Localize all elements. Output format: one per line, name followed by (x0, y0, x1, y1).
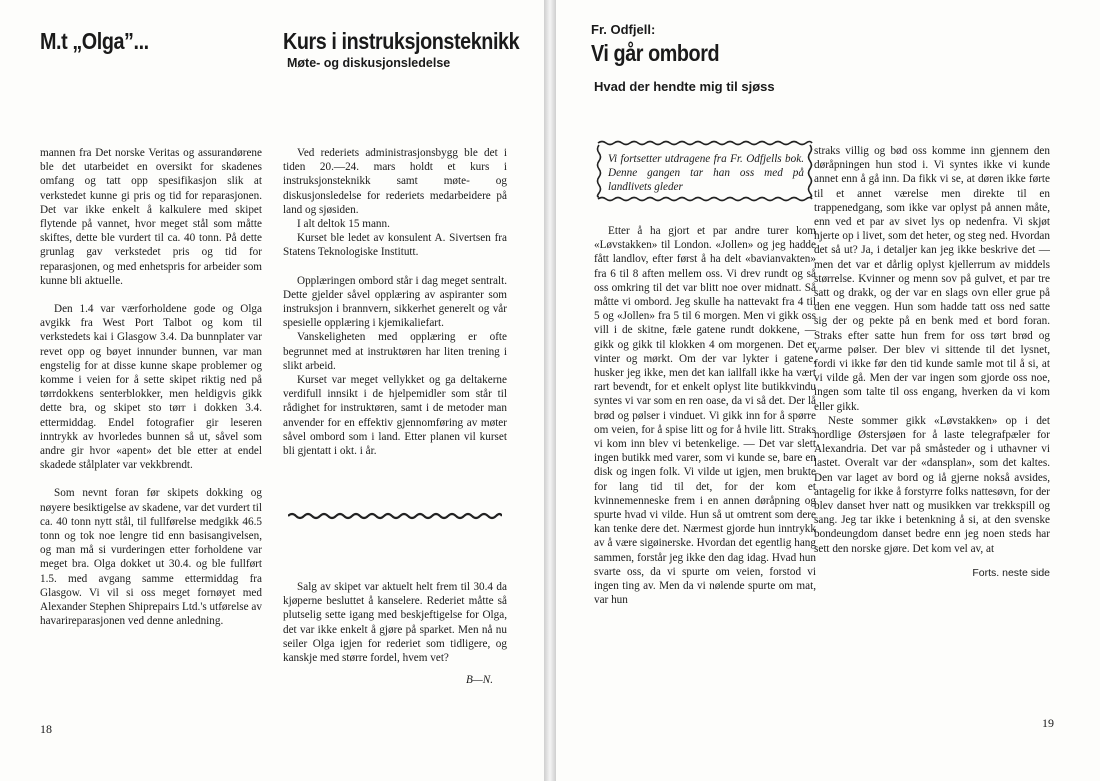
page-number: 18 (40, 722, 52, 736)
paragraph: Salg av skipet var aktuelt helt frem til 30.4 da kjøperne besluttet å kanselere. Rederiet måtte så plutselig sette igang med beskjeftigelse for Olga, det var ikke enkelt å gjøre på sparket. Men nå nu seiler Olga igjen for rederiet som tidligere, og kanskje med større fordel, hvem vet? (283, 581, 507, 665)
paragraph: Opplæringen ombord står i dag meget sentralt. Dette gjelder såvel opplæring av aspiranter som instruksjon i brannvern, sikkerhet generelt og vår spesielle opplæring i kjemikaliefart. (283, 274, 507, 330)
intro-box (596, 140, 814, 202)
paragraph: I alt deltok 15 mann. (297, 218, 390, 231)
page-number: 19 (1042, 716, 1054, 730)
continued-note: Forts. neste side (972, 566, 1050, 579)
paragraph: Kurset ble ledet av konsulent A. Sivertsen fra Statens Teknologiske Institutt. (283, 232, 507, 259)
right-page (556, 0, 1100, 781)
story-column-left (594, 224, 816, 607)
paragraph: Som nevnt foran før skipets dokking og nøyere besiktigelse av skadene, var det vurdert til ca. 40 tonn nytt stål, til fullførelse medgikk 46.5 tonn og tok noe lengre tid enn basisangivelsen, og man må si vurderingen etter forholdene var meget bra. Olga dokket ut 30.4. og ble fullført 1.5. med avgang samme ettermiddag fra Glasgow. Vi vil si oss meget fornøyet med Alexander Stephen Shiprepairs Ltd.'s utførelse av havarireparasjonen ved denne anledning. (40, 487, 262, 628)
kurs-column (283, 146, 507, 458)
paragraph: Neste sommer gikk «Løvstakken» op i det nordlige Østersjøen for å laste telegrafpæler for Alexandria. Det var på småsteder og i uthavner vi lastet. Overalt var der «dansplan», som det kaltes. Den var laget av bord og iå gjerne nokså avsides, antagelig for ikke å forstyrre folks nattesøvn, for der blev danset hver natt og musikken var trekkspill og sang. Jeg tar ikke i betenkning å si, at den svenske bondeungdom danset bedre enn jeg noen steds har sett den norske gjøre. Det kom vel av, at (814, 414, 1050, 555)
paragraph: Ved rederiets administrasjonsbygg ble det i tiden 20.—24. mars holdt et kurs i instruksjonsteknikk samt møte- og diskusjonsledelse for rederiets medarbeidere på land og sjøsiden. (283, 147, 507, 216)
paragraph: Den 1.4 var værforholdene gode og Olga avgikk fra West Port Talbot og kom til verkstedets kai i Glasgow 3.4. Da bunnplater var revet opp og bøyet innunder bunnen, var man engstelig for at disse kunne skape problemer og komme i veien for å sette skipet riktig ned på tørrdokkens senterblokker, men heldigvis gikk dette bra, og skipet sto tørr i dokken 3.4. ettermiddag. Endel fotografier gir leseren inntrykk av hvorledes bunnen så ut, såvel som andre gir hvor «apent» det ble etter at endel skadede stålplater var vekkbrendt. (40, 303, 262, 472)
paragraph: straks villig og bød oss komme inn gjennem den døråpningen hun stod i. Vi syntes ikke vi kunde annet enn å gå inn. Da fikk vi se, at døren ikke førte til et annet værelse men direkte til en trappenedgang, som ikke var oplyst på annen måte, enn ved et par av sivet lys op nedenfra. Vi skjøt hjerte op i livet, som det heter, og steg ned. Hvordan det så ut? Ja, i detaljer kan jeg ikke beskrive det — men det var et dårlig oplyst kjellerrum av middels størrelse. Kvinner og menn sov på gulvet, et par tre satt og drakk, og der var en slags ovn eller grue på den ene veggen. Hun som hadde tatt oss ned satte sig der og pekte på en benk med et bord foran. Straks efter satte hun frem for oss tørt brød og varme pølser. Der blev vi sittende til det lysnet, fordi vi ikke før den tid kunde samle mot til å si, at vi vilde gå. Men der var ingen som gjorde oss noe, ingen som talte til oss engang, hverken da vi kom eller gikk. (814, 145, 1050, 413)
paragraph: mannen fra Det norske Veritas og assurandørene ble det utarbeidet en oversikt for skadenes omfang og tatt opp spesifikasjon slik at verkstedet kunne gi pris og tid for reparasjonen. Det var ikke enkelt å kalkulere med skipet flytende på vannet, hvor meget stål som måtte skiftes, dette ble vurdert til ca. 40 tonn. På dette grunlag gav verkstedet pris og tid for reparasjonen, og med enhetspris for arbeider som kunne bli aktuelle. (40, 147, 262, 287)
article-author: Fr. Odfjell: (591, 22, 656, 37)
signature: B—N. (465, 674, 493, 687)
paragraph: Etter å ha gjort et par andre turer kom «Løvstakken» til London. «Jollen» og jeg hadde fått landlov, efter først å ha delt «bavianvakten» fra 6 til 8 aften mellem oss. Vi drev rundt og så oss omkring til det var blitt noe over midnatt. Så måtte vi ombord. Jeg skulle ha nattevakt fra 4 til 5 og «Jollen» fra 5 til 6 morgen. Men vi gikk oss vill i de skitne, fæle gatene rundt dokkene, — gikk og gikk til klokken 4 om morgenen. Det er vinter og mørkt. Om der var lykter i gatene, husker jeg ikke, men det kan iallfall ikke ha vært rart bevendt, for et enkelt oplyst lite butikkvindu syntes vi var som en ren oase, da vi så det. Der lå brød og pølser i vinduet. Vi gikk inn for å spørre om veien, for å spise litt og for å hvile litt. Straks vi kom inn blev vi betenkelige. — Det var slett ingen butikk med varer, som vi kunde se, bare en disk og ingen folk. Vi vilde ut igjen, men brukte for lang tid til det, for der kom et kvinnemenneske frem i en annen døråpning og spurte hvad vi vilde. Hun så ut omtrent som dere kan tenke dere det. Nærmest gjorde hun inntrykk av å være sigøinerske. Hvordan det egentlig hang sammen, forstår jeg ikke den dag idag. Hvad hun svarte oss, da vi spurte om veien, forstod vi ingen ting av. Men da vi nølende spurte om mat, var hun (594, 225, 816, 607)
article-title-kurs: Kurs i instruksjonsteknikk (283, 28, 520, 54)
left-page (0, 0, 544, 781)
article-title: Vi går ombord (591, 40, 720, 66)
article-subtitle: Hvad der hendte mig til sjøss (594, 79, 775, 94)
paragraph: Kurset var meget vellykket og ga deltakerne verdifull innsikt i de hjelpemidler som står til rådighet for instruktøren, samt i de metoder man anvender for en effektiv gjennomføring av møter såvel ombord som i land. Etter planen vil kurset bli gjentatt i okt. i år. (283, 374, 507, 458)
book-gutter (544, 0, 556, 781)
section-divider (288, 511, 502, 521)
paragraph: Vanskeligheten med opplæring er ofte begrunnet med at instruktøren har liten trening i slikt arbeid. (283, 331, 507, 372)
olga-continuation (283, 580, 507, 687)
article-title-olga: M.t „Olga”... (40, 28, 149, 54)
intro-text: Vi fortsetter utdragene fra Fr. Odfjells bok. Denne gangen tar han oss med på landlivets gleder (608, 153, 804, 193)
story-column-right (814, 144, 1050, 580)
olga-column (40, 146, 262, 629)
article-subtitle-kurs: Møte- og diskusjonsledelse (287, 56, 451, 70)
